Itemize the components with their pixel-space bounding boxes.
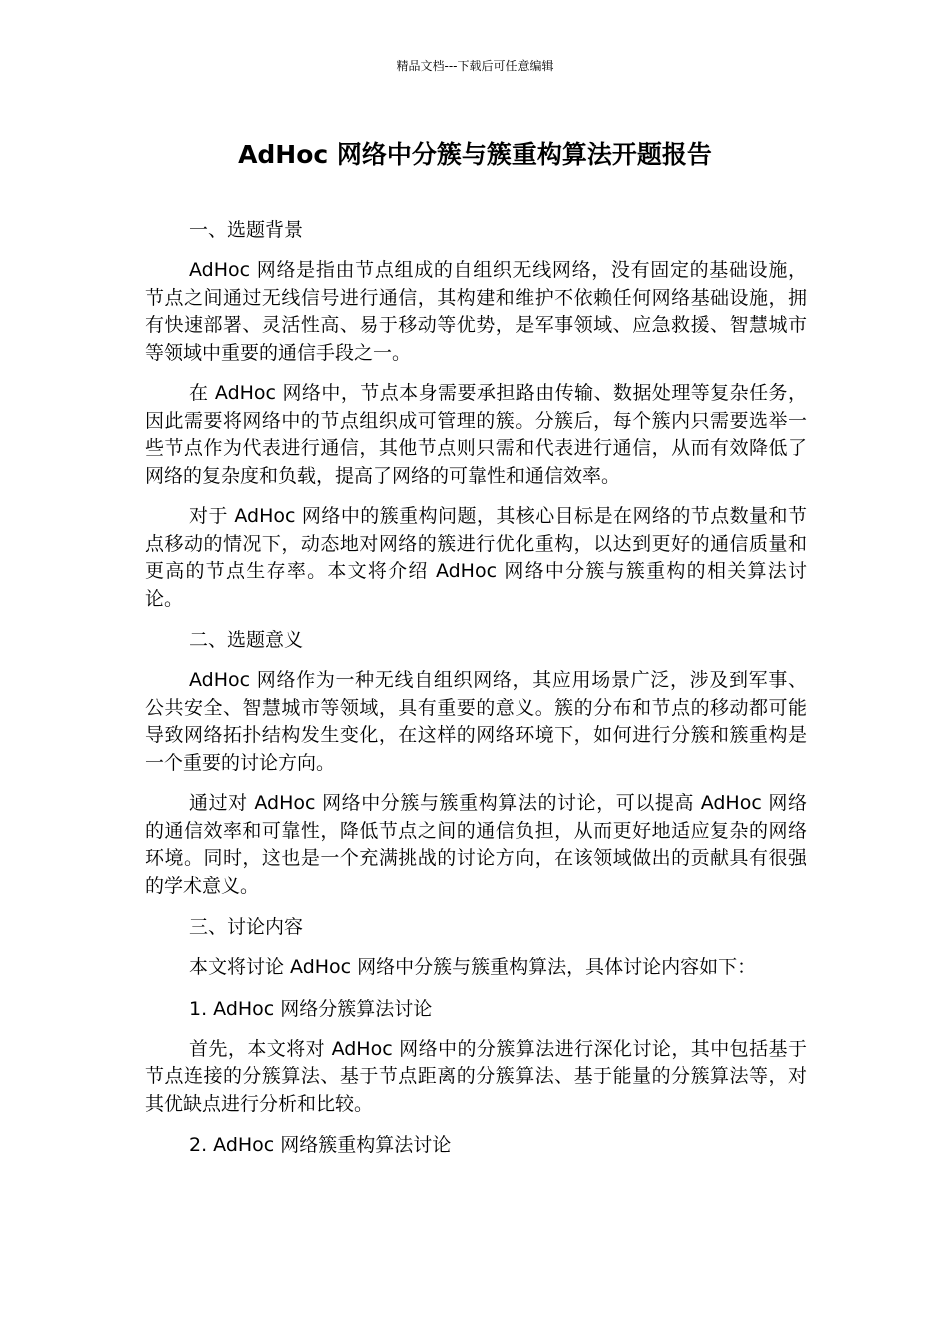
section-heading-significance: 二、选题意义 <box>189 629 304 651</box>
subheading-clustering-algorithms: 1. AdHoc 网络分簇算法讨论 <box>189 997 433 1020</box>
paragraph-clustering-algorithms: 首先，本文将对 AdHoc 网络中的分簇算法进行深化讨论，其中包括基于节点连接的分簇算法、基于节点距离的分簇算法、基于能量的分簇算法等，对其优缺点进行分析和比较。 <box>145 1037 807 1115</box>
paragraph-research-value: 通过对 AdHoc 网络中分簇与簇重构算法的讨论，可以提高 AdHoc 网络的通信效率和可靠性，降低节点之间的通信负担，从而更好地适应复杂的网络环境。同时，这也是一个充满挑战的讨论方向，在该领域做出的贡献具有很强的学术意义。 <box>145 792 807 897</box>
section-heading-background: 一、选题背景 <box>189 219 304 241</box>
page-header: 精品文档---下载后可任意编辑 <box>396 59 554 73</box>
section-heading-content: 三、讨论内容 <box>189 916 304 938</box>
paragraph-adhoc-definition: AdHoc 网络是指由节点组成的自组织无线网络，没有固定的基础设施，节点之间通过无线信号进行通信，其构建和维护不依赖任何网络基础设施，拥有快速部署、灵活性高、易于移动等优势，是军事领域、应急救援、智慧城市等领域中重要的通信手段之一。 <box>145 259 807 364</box>
document-title: AdHoc 网络中分簇与簇重构算法开题报告 <box>238 140 712 169</box>
paragraph-application-scenarios: AdHoc 网络作为一种无线自组织网络，其应用场景广泛，涉及到军事、公共安全、智慧城市等领域，具有重要的意义。簇的分布和节点的移动都可能导致网络拓扑结构发生变化，在这样的网络环境下，如何进行分簇和簇重构是一个重要的讨论方向。 <box>145 669 807 774</box>
paragraph-clustering-purpose: 在 AdHoc 网络中，节点本身需要承担路由传输、数据处理等复杂任务，因此需要将网络中的节点组织成可管理的簇。分簇后，每个簇内只需要选举一些节点作为代表进行通信，其他节点则只需和代表进行通信，从而有效降低了网络的复杂度和负载，提高了网络的可靠性和通信效率。 <box>145 382 807 487</box>
paragraph-content-intro: 本文将讨论 AdHoc 网络中分簇与簇重构算法，具体讨论内容如下： <box>189 956 757 978</box>
document-body <box>145 216 807 1172</box>
paragraph-reclustering-problem: 对于 AdHoc 网络中的簇重构问题，其核心目标是在网络的节点数量和节点移动的情况下，动态地对网络的簇进行优化重构，以达到更好的通信质量和更高的节点生存率。本文将介绍 AdHoc 网络中分簇与簇重构的相关算法讨论。 <box>145 505 807 610</box>
subheading-reclustering-algorithms: 2. AdHoc 网络簇重构算法讨论 <box>189 1134 452 1156</box>
